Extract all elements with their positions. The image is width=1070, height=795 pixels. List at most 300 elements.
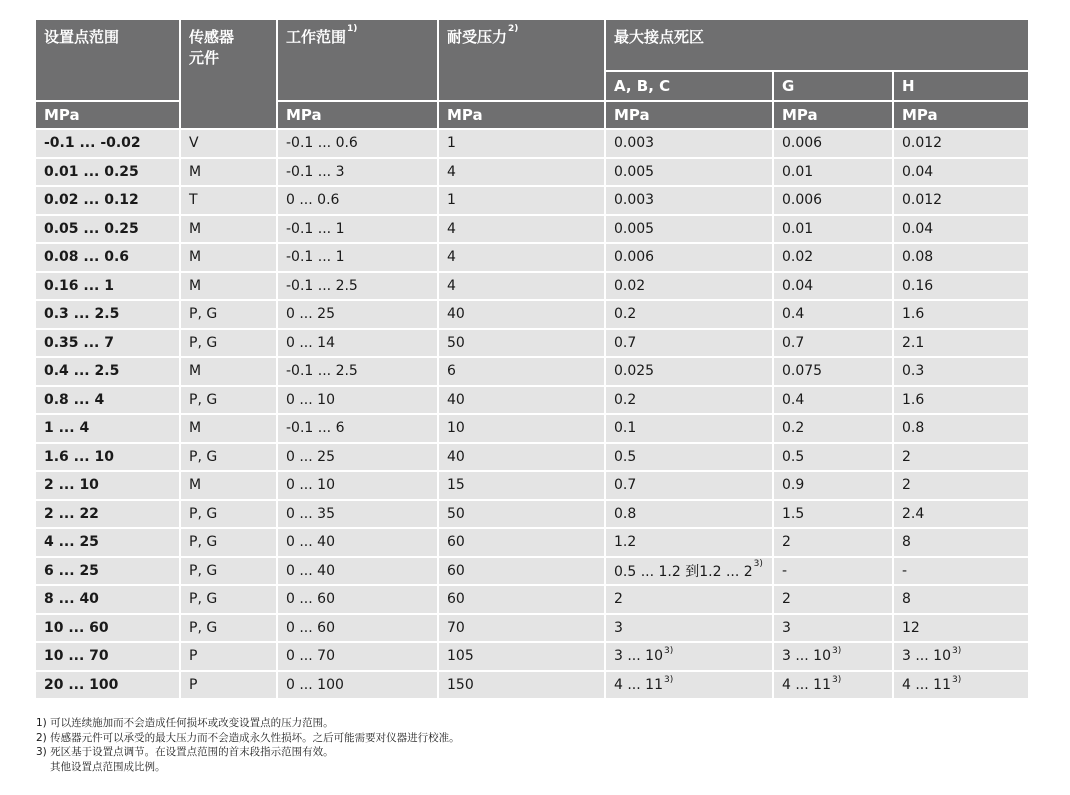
cell-deadband-abc-text: 1.2 xyxy=(614,534,637,551)
cell-sensor-text: P, G xyxy=(189,334,218,351)
cell-setpoint-range xyxy=(36,643,181,672)
cell-deadband-g xyxy=(774,529,894,558)
cell-deadband-g-text: 0.01 xyxy=(782,220,814,237)
cell-deadband-abc-text: 0.025 xyxy=(614,363,655,380)
cell-proof-pressure xyxy=(439,301,606,330)
cell-working-range xyxy=(278,187,439,216)
cell-proof-pressure-text: 50 xyxy=(447,505,465,522)
cell-working-range xyxy=(278,273,439,302)
cell-deadband-abc xyxy=(606,529,774,558)
cell-deadband-h xyxy=(894,672,1028,701)
cell-sensor xyxy=(181,216,278,245)
cell-working-range-text: 0 ... 70 xyxy=(286,648,335,665)
cell-deadband-abc xyxy=(606,273,774,302)
cell-deadband-abc xyxy=(606,444,774,473)
footnote-ref-3: 3) xyxy=(831,646,842,657)
table-row xyxy=(36,387,1028,416)
unit-g: MPa xyxy=(774,102,894,130)
cell-setpoint-range-text: 10 ... 70 xyxy=(44,648,109,665)
cell-deadband-g-text: 4 ... 11 xyxy=(782,676,831,693)
cell-proof-pressure xyxy=(439,244,606,273)
cell-proof-pressure-text: 40 xyxy=(447,391,465,408)
cell-deadband-g xyxy=(774,472,894,501)
cell-sensor-text: M xyxy=(189,220,202,237)
cell-proof-pressure xyxy=(439,472,606,501)
footnote-ref-3: 3) xyxy=(951,674,962,685)
cell-sensor-text: P, G xyxy=(189,505,218,522)
cell-sensor-text: P, G xyxy=(189,448,218,465)
table-row xyxy=(36,273,1028,302)
cell-deadband-abc-text: 0.2 xyxy=(614,306,637,323)
cell-working-range xyxy=(278,244,439,273)
footnotes xyxy=(36,716,460,774)
cell-deadband-abc xyxy=(606,586,774,615)
cell-sensor xyxy=(181,615,278,644)
cell-sensor xyxy=(181,130,278,159)
cell-proof-pressure xyxy=(439,586,606,615)
cell-setpoint-range xyxy=(36,672,181,701)
cell-proof-pressure-text: 4 xyxy=(447,163,456,180)
cell-deadband-g-text: 0.2 xyxy=(782,420,805,437)
cell-setpoint-range xyxy=(36,415,181,444)
header-row-1 xyxy=(36,20,1028,72)
cell-sensor-text: P xyxy=(189,676,198,693)
cell-deadband-g-text: 3 xyxy=(782,619,791,636)
cell-sensor xyxy=(181,501,278,530)
cell-deadband-abc xyxy=(606,501,774,530)
cell-working-range xyxy=(278,501,439,530)
header-col-g: G xyxy=(774,72,894,102)
table-row xyxy=(36,529,1028,558)
header-col-abc: A, B, C xyxy=(606,72,774,102)
cell-setpoint-range-text: -0.1 ... -0.02 xyxy=(44,135,141,152)
cell-sensor xyxy=(181,358,278,387)
cell-deadband-h-text: 2.4 xyxy=(902,505,925,522)
header-sensor-element xyxy=(181,20,278,130)
cell-setpoint-range-text: 0.02 ... 0.12 xyxy=(44,192,139,209)
cell-deadband-abc-text: 2 xyxy=(614,591,623,608)
cell-deadband-g xyxy=(774,672,894,701)
cell-sensor-text: M xyxy=(189,277,202,294)
cell-proof-pressure-text: 10 xyxy=(447,420,465,437)
cell-deadband-g xyxy=(774,615,894,644)
cell-proof-pressure xyxy=(439,415,606,444)
cell-working-range-text: 0 ... 25 xyxy=(286,448,335,465)
cell-sensor-text: V xyxy=(189,135,199,152)
header-working-range-text: 工作范围 xyxy=(286,28,347,46)
cell-deadband-g xyxy=(774,643,894,672)
cell-deadband-g xyxy=(774,501,894,530)
cell-proof-pressure-text: 1 xyxy=(447,192,456,209)
cell-deadband-g-text: 0.006 xyxy=(782,192,823,209)
table-row xyxy=(36,244,1028,273)
cell-deadband-abc xyxy=(606,130,774,159)
cell-deadband-h xyxy=(894,415,1028,444)
table-row xyxy=(36,358,1028,387)
cell-proof-pressure xyxy=(439,358,606,387)
cell-deadband-h-text: 8 xyxy=(902,591,911,608)
cell-setpoint-range xyxy=(36,159,181,188)
cell-deadband-h xyxy=(894,529,1028,558)
cell-setpoint-range-text: 1.6 ... 10 xyxy=(44,448,114,465)
cell-sensor-text: T xyxy=(189,192,198,209)
cell-proof-pressure-text: 40 xyxy=(447,306,465,323)
cell-deadband-h-text: - xyxy=(902,562,908,579)
cell-sensor-text: M xyxy=(189,363,202,380)
cell-deadband-abc xyxy=(606,472,774,501)
cell-deadband-h-text: 2.1 xyxy=(902,334,925,351)
cell-deadband-abc-text: 0.005 xyxy=(614,220,655,237)
cell-working-range-text: 0 ... 0.6 xyxy=(286,192,340,209)
cell-working-range-text: 0 ... 25 xyxy=(286,306,335,323)
cell-sensor xyxy=(181,187,278,216)
cell-working-range xyxy=(278,330,439,359)
cell-working-range xyxy=(278,472,439,501)
cell-deadband-g xyxy=(774,415,894,444)
cell-working-range-text: -0.1 ... 6 xyxy=(286,420,345,437)
cell-setpoint-range-text: 0.05 ... 0.25 xyxy=(44,220,139,237)
cell-deadband-h xyxy=(894,301,1028,330)
cell-working-range-text: -0.1 ... 0.6 xyxy=(286,135,358,152)
cell-deadband-g xyxy=(774,244,894,273)
cell-deadband-h-text: 0.04 xyxy=(902,220,934,237)
cell-deadband-g-text: - xyxy=(782,562,788,579)
cell-sensor-text: M xyxy=(189,420,202,437)
cell-deadband-abc xyxy=(606,187,774,216)
cell-proof-pressure xyxy=(439,501,606,530)
cell-deadband-h-text: 4 ... 11 xyxy=(902,676,951,693)
cell-deadband-h xyxy=(894,643,1028,672)
cell-deadband-g xyxy=(774,586,894,615)
cell-deadband-abc-text: 0.7 xyxy=(614,477,637,494)
cell-deadband-g-text: 0.7 xyxy=(782,334,805,351)
header-working-range xyxy=(278,20,439,102)
cell-working-range xyxy=(278,159,439,188)
cell-working-range-text: 0 ... 40 xyxy=(286,562,335,579)
cell-working-range xyxy=(278,672,439,701)
cell-deadband-g-text: 0.02 xyxy=(782,249,814,266)
cell-deadband-abc-text: 0.5 ... 1.2 到1.2 ... 2 xyxy=(614,563,753,580)
cell-working-range xyxy=(278,529,439,558)
cell-deadband-abc xyxy=(606,672,774,701)
cell-deadband-h-text: 0.04 xyxy=(902,163,934,180)
cell-proof-pressure xyxy=(439,187,606,216)
cell-deadband-abc-text: 0.5 xyxy=(614,448,637,465)
cell-deadband-g-text: 2 xyxy=(782,591,791,608)
footnote-ref-2: 2) xyxy=(508,24,519,34)
table-row xyxy=(36,643,1028,672)
cell-deadband-abc-text: 0.8 xyxy=(614,505,637,522)
cell-deadband-h-text: 0.012 xyxy=(902,192,943,209)
cell-deadband-g-text: 0.4 xyxy=(782,306,805,323)
cell-working-range xyxy=(278,130,439,159)
header-setpoint-range: 设置点范围 xyxy=(36,20,181,102)
cell-setpoint-range xyxy=(36,501,181,530)
table-row xyxy=(36,472,1028,501)
cell-proof-pressure xyxy=(439,444,606,473)
cell-deadband-abc xyxy=(606,244,774,273)
cell-sensor xyxy=(181,444,278,473)
cell-deadband-g xyxy=(774,159,894,188)
cell-sensor xyxy=(181,273,278,302)
cell-deadband-g-text: 2 xyxy=(782,534,791,551)
cell-sensor-text: P, G xyxy=(189,534,218,551)
cell-deadband-h xyxy=(894,187,1028,216)
cell-working-range xyxy=(278,558,439,587)
cell-setpoint-range xyxy=(36,330,181,359)
footnote-ref-3: 3) xyxy=(951,646,962,657)
cell-deadband-g xyxy=(774,330,894,359)
cell-working-range xyxy=(278,586,439,615)
cell-setpoint-range-text: 0.8 ... 4 xyxy=(44,391,105,408)
cell-proof-pressure-text: 150 xyxy=(447,676,474,693)
cell-deadband-h xyxy=(894,615,1028,644)
cell-deadband-h-text: 2 xyxy=(902,448,911,465)
footnote-ref-3: 3) xyxy=(663,674,674,685)
cell-proof-pressure xyxy=(439,273,606,302)
cell-deadband-abc xyxy=(606,330,774,359)
cell-sensor-text: P, G xyxy=(189,306,218,323)
cell-deadband-abc-text: 0.02 xyxy=(614,277,646,294)
cell-sensor xyxy=(181,244,278,273)
cell-deadband-h xyxy=(894,387,1028,416)
cell-setpoint-range-text: 0.4 ... 2.5 xyxy=(44,363,120,380)
cell-working-range-text: 0 ... 100 xyxy=(286,676,344,693)
cell-setpoint-range-text: 1 ... 4 xyxy=(44,420,90,437)
cell-deadband-h xyxy=(894,358,1028,387)
cell-deadband-abc xyxy=(606,301,774,330)
cell-deadband-h xyxy=(894,501,1028,530)
cell-setpoint-range xyxy=(36,358,181,387)
cell-deadband-g xyxy=(774,216,894,245)
cell-working-range-text: 0 ... 10 xyxy=(286,391,335,408)
cell-proof-pressure-text: 60 xyxy=(447,534,465,551)
cell-deadband-abc-text: 0.1 xyxy=(614,420,637,437)
cell-proof-pressure xyxy=(439,615,606,644)
cell-sensor xyxy=(181,159,278,188)
cell-deadband-abc-text: 0.7 xyxy=(614,334,637,351)
cell-proof-pressure-text: 50 xyxy=(447,334,465,351)
cell-working-range xyxy=(278,643,439,672)
cell-deadband-g xyxy=(774,301,894,330)
cell-deadband-h-text: 1.6 xyxy=(902,391,925,408)
header-proof-pressure xyxy=(439,20,606,102)
cell-deadband-h xyxy=(894,586,1028,615)
cell-sensor-text: P, G xyxy=(189,619,218,636)
cell-setpoint-range xyxy=(36,273,181,302)
cell-deadband-h-text: 0.3 xyxy=(902,363,925,380)
cell-working-range-text: 0 ... 60 xyxy=(286,619,335,636)
table-row xyxy=(36,216,1028,245)
cell-deadband-h-text: 12 xyxy=(902,619,920,636)
cell-sensor xyxy=(181,301,278,330)
table-row xyxy=(36,615,1028,644)
header-proof-pressure-text: 耐受压力 xyxy=(447,28,508,46)
cell-working-range-text: -0.1 ... 1 xyxy=(286,249,345,266)
table-row xyxy=(36,159,1028,188)
cell-deadband-abc xyxy=(606,387,774,416)
cell-setpoint-range-text: 2 ... 10 xyxy=(44,477,99,494)
cell-deadband-abc-text: 0.003 xyxy=(614,135,655,152)
cell-deadband-g-text: 0.075 xyxy=(782,363,823,380)
cell-deadband-g xyxy=(774,130,894,159)
cell-sensor xyxy=(181,415,278,444)
cell-sensor-text: M xyxy=(189,249,202,266)
cell-deadband-h-text: 0.16 xyxy=(902,277,934,294)
cell-deadband-g xyxy=(774,273,894,302)
cell-setpoint-range xyxy=(36,187,181,216)
cell-proof-pressure-text: 105 xyxy=(447,648,474,665)
cell-setpoint-range-text: 0.3 ... 2.5 xyxy=(44,306,120,323)
cell-setpoint-range xyxy=(36,130,181,159)
cell-sensor xyxy=(181,387,278,416)
cell-deadband-h xyxy=(894,444,1028,473)
cell-sensor xyxy=(181,558,278,587)
footnote-3: 3) 死区基于设置点调节。在设置点范围的首末段指示范围有效。 xyxy=(36,746,334,758)
cell-setpoint-range-text: 0.35 ... 7 xyxy=(44,334,114,351)
unit-proof: MPa xyxy=(439,102,606,130)
cell-setpoint-range-text: 4 ... 25 xyxy=(44,534,99,551)
cell-setpoint-range xyxy=(36,615,181,644)
cell-working-range-text: -0.1 ... 2.5 xyxy=(286,363,358,380)
cell-working-range-text: 0 ... 14 xyxy=(286,334,335,351)
cell-deadband-h xyxy=(894,159,1028,188)
cell-sensor-text: P xyxy=(189,648,198,665)
cell-deadband-g-text: 0.01 xyxy=(782,163,814,180)
cell-deadband-h-text: 2 xyxy=(902,477,911,494)
table-row xyxy=(36,330,1028,359)
cell-deadband-g-text: 0.4 xyxy=(782,391,805,408)
cell-working-range-text: -0.1 ... 1 xyxy=(286,220,345,237)
cell-deadband-h xyxy=(894,130,1028,159)
cell-sensor xyxy=(181,472,278,501)
cell-deadband-abc-text: 3 xyxy=(614,619,623,636)
cell-setpoint-range xyxy=(36,301,181,330)
footnote-2: 2) 传感器元件可以承受的最大压力而不会造成永久性损坏。之后可能需要对仪器进行校准。 xyxy=(36,731,460,744)
cell-setpoint-range-text: 6 ... 25 xyxy=(44,562,99,579)
cell-deadband-h xyxy=(894,472,1028,501)
cell-deadband-h-text: 1.6 xyxy=(902,306,925,323)
cell-deadband-g-text: 0.9 xyxy=(782,477,805,494)
cell-deadband-abc xyxy=(606,358,774,387)
cell-deadband-abc xyxy=(606,159,774,188)
cell-proof-pressure xyxy=(439,558,606,587)
cell-deadband-abc xyxy=(606,615,774,644)
cell-setpoint-range-text: 2 ... 22 xyxy=(44,505,99,522)
footnote-1: 1) 可以连续施加而不会造成任何损坏或改变设置点的压力范围。 xyxy=(36,717,334,729)
spec-table-container xyxy=(36,20,1028,700)
cell-setpoint-range xyxy=(36,586,181,615)
cell-deadband-h-text: 8 xyxy=(902,534,911,551)
cell-deadband-h xyxy=(894,216,1028,245)
cell-deadband-g-text: 3 ... 10 xyxy=(782,648,831,665)
cell-proof-pressure xyxy=(439,159,606,188)
setpoint-spec-table xyxy=(36,20,1028,700)
cell-setpoint-range-text: 0.01 ... 0.25 xyxy=(44,163,139,180)
cell-proof-pressure-text: 6 xyxy=(447,363,456,380)
cell-setpoint-range-text: 10 ... 60 xyxy=(44,619,109,636)
cell-working-range xyxy=(278,415,439,444)
cell-working-range xyxy=(278,358,439,387)
cell-deadband-h-text: 0.012 xyxy=(902,135,943,152)
cell-deadband-abc-text: 4 ... 11 xyxy=(614,676,663,693)
cell-working-range-text: -0.1 ... 2.5 xyxy=(286,277,358,294)
cell-sensor-text: P, G xyxy=(189,562,218,579)
cell-deadband-h-text: 0.8 xyxy=(902,420,925,437)
cell-deadband-abc-text: 0.006 xyxy=(614,249,655,266)
cell-sensor-text: P, G xyxy=(189,591,218,608)
cell-working-range-text: 0 ... 35 xyxy=(286,505,335,522)
cell-setpoint-range xyxy=(36,472,181,501)
cell-deadband-g xyxy=(774,387,894,416)
cell-setpoint-range-text: 0.16 ... 1 xyxy=(44,277,114,294)
cell-working-range-text: 0 ... 60 xyxy=(286,591,335,608)
cell-deadband-g xyxy=(774,558,894,587)
table-row xyxy=(36,415,1028,444)
cell-setpoint-range xyxy=(36,558,181,587)
cell-proof-pressure-text: 1 xyxy=(447,135,456,152)
cell-setpoint-range xyxy=(36,216,181,245)
cell-deadband-g xyxy=(774,444,894,473)
cell-proof-pressure-text: 60 xyxy=(447,562,465,579)
cell-setpoint-range xyxy=(36,444,181,473)
header-col-h: H xyxy=(894,72,1028,102)
cell-setpoint-range-text: 20 ... 100 xyxy=(44,676,119,693)
footnote-ref-3: 3) xyxy=(663,646,674,657)
footnote-ref-3: 3) xyxy=(831,674,842,685)
cell-deadband-abc-text: 0.005 xyxy=(614,163,655,180)
cell-proof-pressure xyxy=(439,529,606,558)
cell-deadband-h xyxy=(894,244,1028,273)
cell-sensor xyxy=(181,330,278,359)
cell-proof-pressure-text: 4 xyxy=(447,220,456,237)
cell-sensor xyxy=(181,586,278,615)
cell-proof-pressure xyxy=(439,387,606,416)
cell-deadband-abc xyxy=(606,643,774,672)
cell-proof-pressure-text: 70 xyxy=(447,619,465,636)
table-row xyxy=(36,301,1028,330)
table-row xyxy=(36,586,1028,615)
cell-setpoint-range-text: 8 ... 40 xyxy=(44,591,99,608)
cell-deadband-g xyxy=(774,358,894,387)
table-row xyxy=(36,672,1028,701)
cell-working-range xyxy=(278,387,439,416)
cell-working-range-text: 0 ... 40 xyxy=(286,534,335,551)
cell-proof-pressure xyxy=(439,672,606,701)
table-row xyxy=(36,130,1028,159)
cell-deadband-h xyxy=(894,273,1028,302)
unit-h: MPa xyxy=(894,102,1028,130)
table-row xyxy=(36,501,1028,530)
cell-proof-pressure xyxy=(439,216,606,245)
cell-sensor-text: M xyxy=(189,477,202,494)
unit-abc: MPa xyxy=(606,102,774,130)
cell-working-range xyxy=(278,444,439,473)
cell-deadband-h xyxy=(894,330,1028,359)
cell-setpoint-range-text: 0.08 ... 0.6 xyxy=(44,249,130,266)
table-body xyxy=(36,130,1028,700)
cell-deadband-abc-text: 3 ... 10 xyxy=(614,648,663,665)
cell-sensor-text: P, G xyxy=(189,391,218,408)
cell-setpoint-range xyxy=(36,387,181,416)
cell-sensor xyxy=(181,643,278,672)
cell-deadband-h-text: 0.08 xyxy=(902,249,934,266)
unit-setpoint: MPa xyxy=(36,102,181,130)
header-sensor-element-text: 传感器元件 xyxy=(189,28,235,67)
cell-proof-pressure xyxy=(439,130,606,159)
cell-sensor-text: M xyxy=(189,163,202,180)
cell-deadband-h xyxy=(894,558,1028,587)
